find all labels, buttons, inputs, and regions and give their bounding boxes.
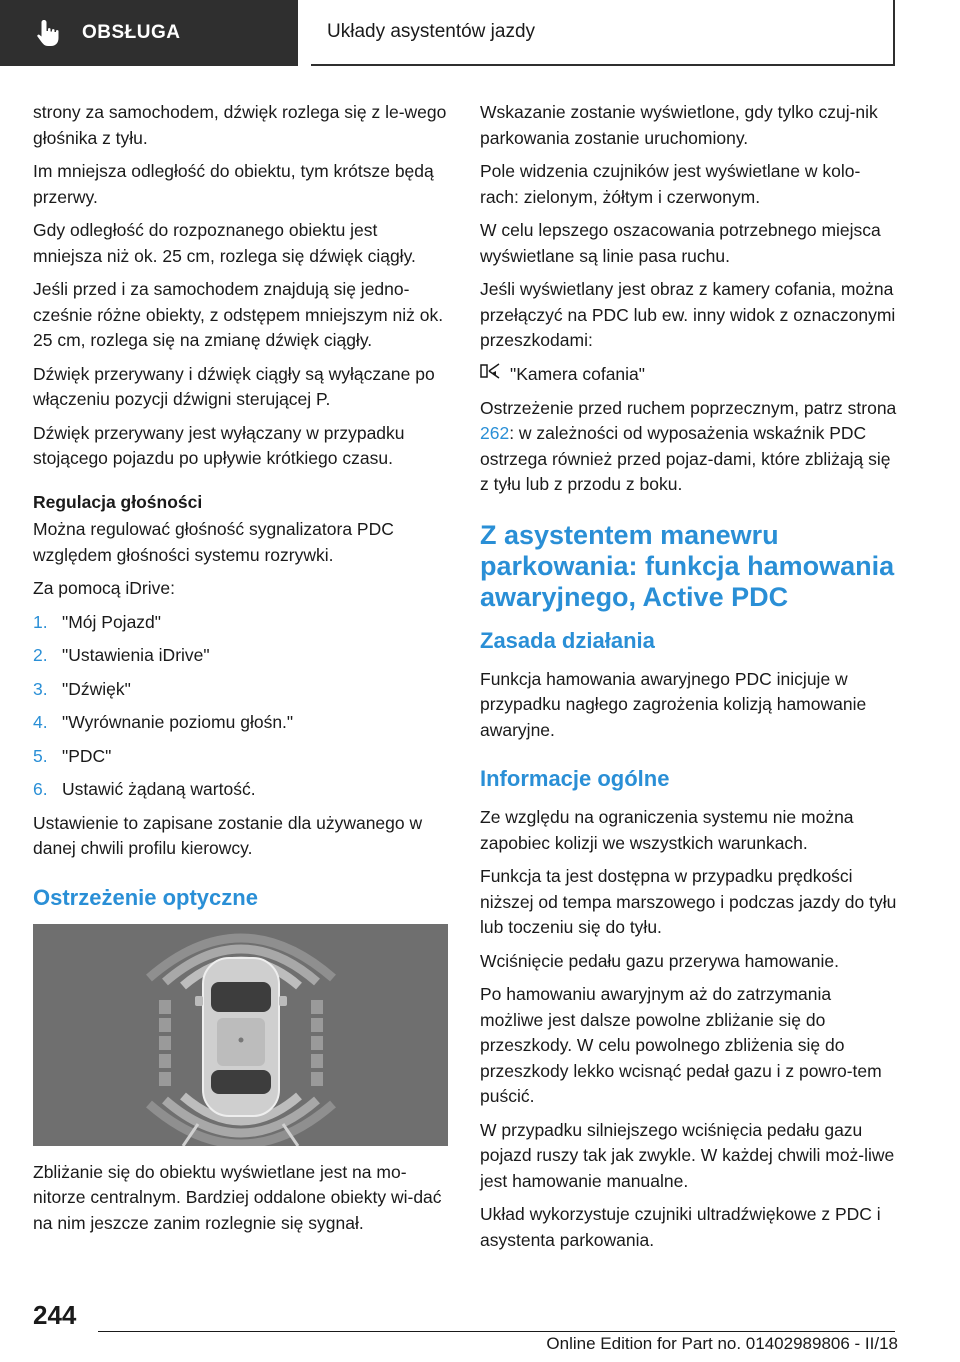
paragraph: Pole widzenia czujników jest wyświetlane w kolo-rach: zielonym, żółtym i czerwonym. [480,161,861,207]
paragraph: Zbliżanie się do obiektu wyświetlane jest na mo-nitorze centralnym. Bardziej oddalone obiekty wi-dać na nim jeszcze zanim rozlegnie się sygnał. [33,1161,442,1233]
list-item [33,677,448,703]
paragraph: Wciśnięcie pedału gazu przerywa hamowanie. [480,950,839,971]
heading-emergency-braking: Z asystentem manewru parkowania: funkcja hamowania awaryjnego, Active PDC [480,519,895,612]
page-header [0,0,960,66]
camera-item-label: "Kamera cofania" [510,363,645,384]
step-number: 3. [33,678,48,699]
step-text: "Wyrównanie poziomu głośn." [62,712,294,732]
list-item [33,610,448,636]
section-tab [0,0,298,66]
heading-optical-warning: Ostrzeżenie optyczne [33,884,258,910]
paragraph: Za pomocą iDrive: [33,578,175,598]
heading-principle: Zasada działania [480,627,655,653]
paragraph: Układ wykorzystuje czujniki ultradźwiękowe z PDC i asystenta parkowania. [480,1204,881,1250]
paragraph: Po hamowaniu awaryjnym aż do zatrzymania możliwe jest dalsze powolne zbliżanie się do przeszkody. W celu powolnego zbliżenia się do przeszkody lekko wcisnąć pedał gazu i z powro-tem puścić. [480,984,882,1107]
subheading-volume: Regulacja głośności [33,491,203,512]
step-number: 6. [33,779,48,799]
page-number: 244 [33,1300,77,1330]
paragraph: Jeśli wyświetlany jest obraz z kamery cofania, można przełączyć na PDC lub ew. inny widok z oznaczonymi przeszkodami: [480,279,896,350]
paragraph: Dźwięk przerywany jest wyłączany w przypadku stojącego pojazdu po upływie krótkiego czasu. [33,422,405,468]
paragraph: Im mniejsza odległość do obiektu, tym krótsze będą przerwy. [33,161,434,207]
step-number: 1. [33,611,48,632]
step-text: "Dźwięk" [62,678,131,699]
step-text: "PDC" [62,745,112,766]
list-item [33,643,448,669]
text: : w zależności od wyposażenia wskaźnik PDC ostrzega również przed pojaz-dami, które zbliżają się z tyłu lub z przodu z boku. [480,423,891,495]
camera-menu-item [480,362,898,388]
paragraph: Można regulować głośność sygnalizatora PDC względem głośności systemu rozrywki. [33,519,394,565]
steps-list [33,610,448,803]
text: Ostrzeżenie przed ruchem poprzecznym, patrz strona [480,397,897,418]
section-name: OBSŁUGA [82,22,181,43]
paragraph: Funkcja hamowania awaryjnego PDC inicjuje w przypadku nagłego zagrożenia kolizją hamowanie awaryjne. [480,668,867,740]
step-number: 5. [33,745,48,766]
footer-divider [98,1331,895,1332]
step-text: "Ustawienia iDrive" [62,645,210,665]
list-item [33,744,448,770]
pdc-display-image [33,924,448,1146]
rear-camera-icon [480,362,502,388]
paragraph: Ustawienie to zapisane zostanie dla używanego w danej chwili profilu kierowcy. [33,812,423,858]
paragraph: Funkcja ta jest dostępna w przypadku prędkości niższej od tempa marszowego i podczas jazdy do tyłu lub toczeniu się do tyłu. [480,866,897,938]
step-number: 2. [33,645,48,665]
hand-pointer-icon [36,13,76,53]
left-column [33,100,448,1244]
paragraph: W celu lepszego oszacowania potrzebnego miejsca wyświetlane są linie pasa ruchu. [480,220,881,266]
right-column [480,100,898,1261]
page-link[interactable]: 262 [480,423,510,444]
step-text: "Mój Pojazd" [62,611,161,632]
chapter-title-box [311,0,895,66]
paragraph: W przypadku silniejszego wciśnięcia pedału gazu pojazd ruszy tak jak zwykle. W każdej chwili moż-liwe jest hamowanie manualne. [480,1119,895,1191]
paragraph: Wskazanie zostanie wyświetlone, gdy tylko czuj-nik parkowania zostanie uruchomiony. [480,102,878,148]
chapter-title: Układy asystentów jazdy [327,21,536,42]
paragraph: Gdy odległość do rozpoznanego obiektu jest mniejsza niż ok. 25 cm, rozlega się dźwięk ciągły. [33,220,416,266]
list-item [33,777,448,803]
paragraph: Jeśli przed i za samochodem znajdują się jedno-cześnie różne obiekty, z odstępem mniejszym niż ok. 25 cm, rozlega się na zmianę dźwięk ciągły. [33,279,444,350]
edition-text: Online Edition for Part no. 01402989806 - II/18 [546,1334,898,1353]
step-number: 4. [33,712,48,732]
paragraph: strony za samochodem, dźwięk rozlega się z le-wego głośnika z tyłu. [33,102,447,148]
paragraph: Dźwięk przerywany i dźwięk ciągły są wyłączane po włączeniu pozycji dźwigni sterującej P. [33,363,435,409]
paragraph: Ze względu na ograniczenia systemu nie można zapobiec kolizji we wszystkich warunkach. [480,807,854,853]
list-item [33,710,448,736]
paragraph [480,396,898,498]
step-text: Ustawić żądaną wartość. [62,779,256,799]
heading-general-info: Informacje ogólne [480,766,670,792]
